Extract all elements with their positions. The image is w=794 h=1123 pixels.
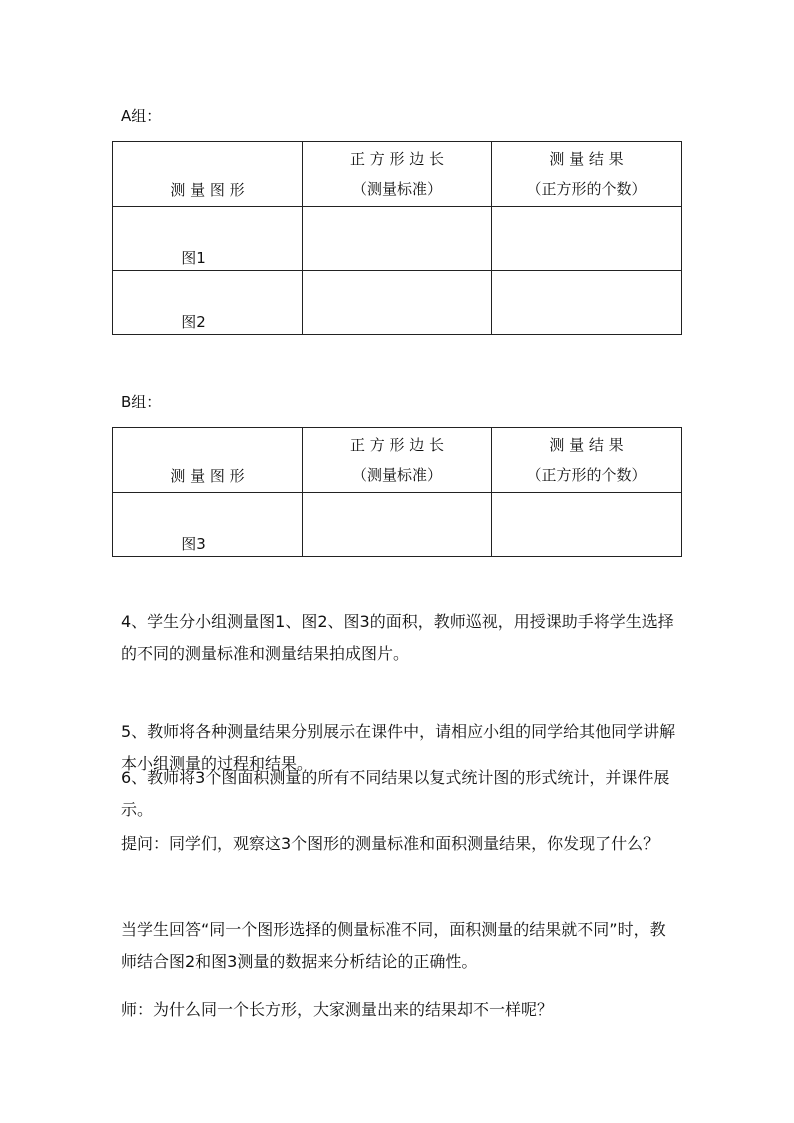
paragraph-step-5: 5、教师将各种测量结果分别展示在课件中，请相应小组的同学给其他同学讲解本小组测量的过程和结果。	[121, 722, 676, 773]
side-cell	[303, 207, 492, 271]
header-result: 测 量 结 果 （正方形的个数）	[492, 428, 682, 493]
figure-cell: 图2	[113, 271, 303, 335]
group-a-table	[112, 141, 682, 335]
paragraph-teacher: 师：为什么同一个长方形，大家测量出来的结果却不一样呢？	[121, 1000, 554, 1019]
paragraph-step-6: 6、教师将3个图面积测量的所有不同结果以复式统计图的形式统计，并课件展示。	[121, 768, 670, 819]
table-row	[113, 271, 682, 335]
header-figure: 测 量 图 形	[113, 142, 303, 207]
side-cell	[303, 271, 492, 335]
result-cell	[492, 207, 682, 271]
table-row	[113, 207, 682, 271]
header-result: 测 量 结 果 （正方形的个数）	[492, 142, 682, 207]
table-row	[113, 493, 682, 557]
result-cell	[492, 493, 682, 557]
result-cell	[492, 271, 682, 335]
paragraph-question: 提问：同学们，观察这3个图形的测量标准和面积测量结果，你发现了什么？	[121, 834, 660, 853]
paragraph-answer: 当学生回答“同一个图形选择的侧量标准不同，面积测量的结果就不同”时，教师结合图2和图3测量的数据来分析结论的正确性。	[121, 920, 666, 971]
figure-cell: 图3	[113, 493, 303, 557]
table-header-row	[113, 142, 682, 207]
header-side-length: 正 方 形 边 长 （测量标准）	[303, 428, 492, 493]
group-a-label: A组：	[121, 107, 162, 125]
header-figure: 测 量 图 形	[113, 428, 303, 493]
side-cell	[303, 493, 492, 557]
paragraph-step-4: 4、学生分小组测量图1、图2、图3的面积，教师巡视，用授课助手将学生选择的不同的测量标准和测量结果拍成图片。	[121, 612, 674, 663]
group-b-table	[112, 427, 682, 557]
header-side-length: 正 方 形 边 长 （测量标准）	[303, 142, 492, 207]
table-header-row	[113, 428, 682, 493]
group-b-label: B组：	[121, 393, 162, 411]
figure-cell: 图1	[113, 207, 303, 271]
